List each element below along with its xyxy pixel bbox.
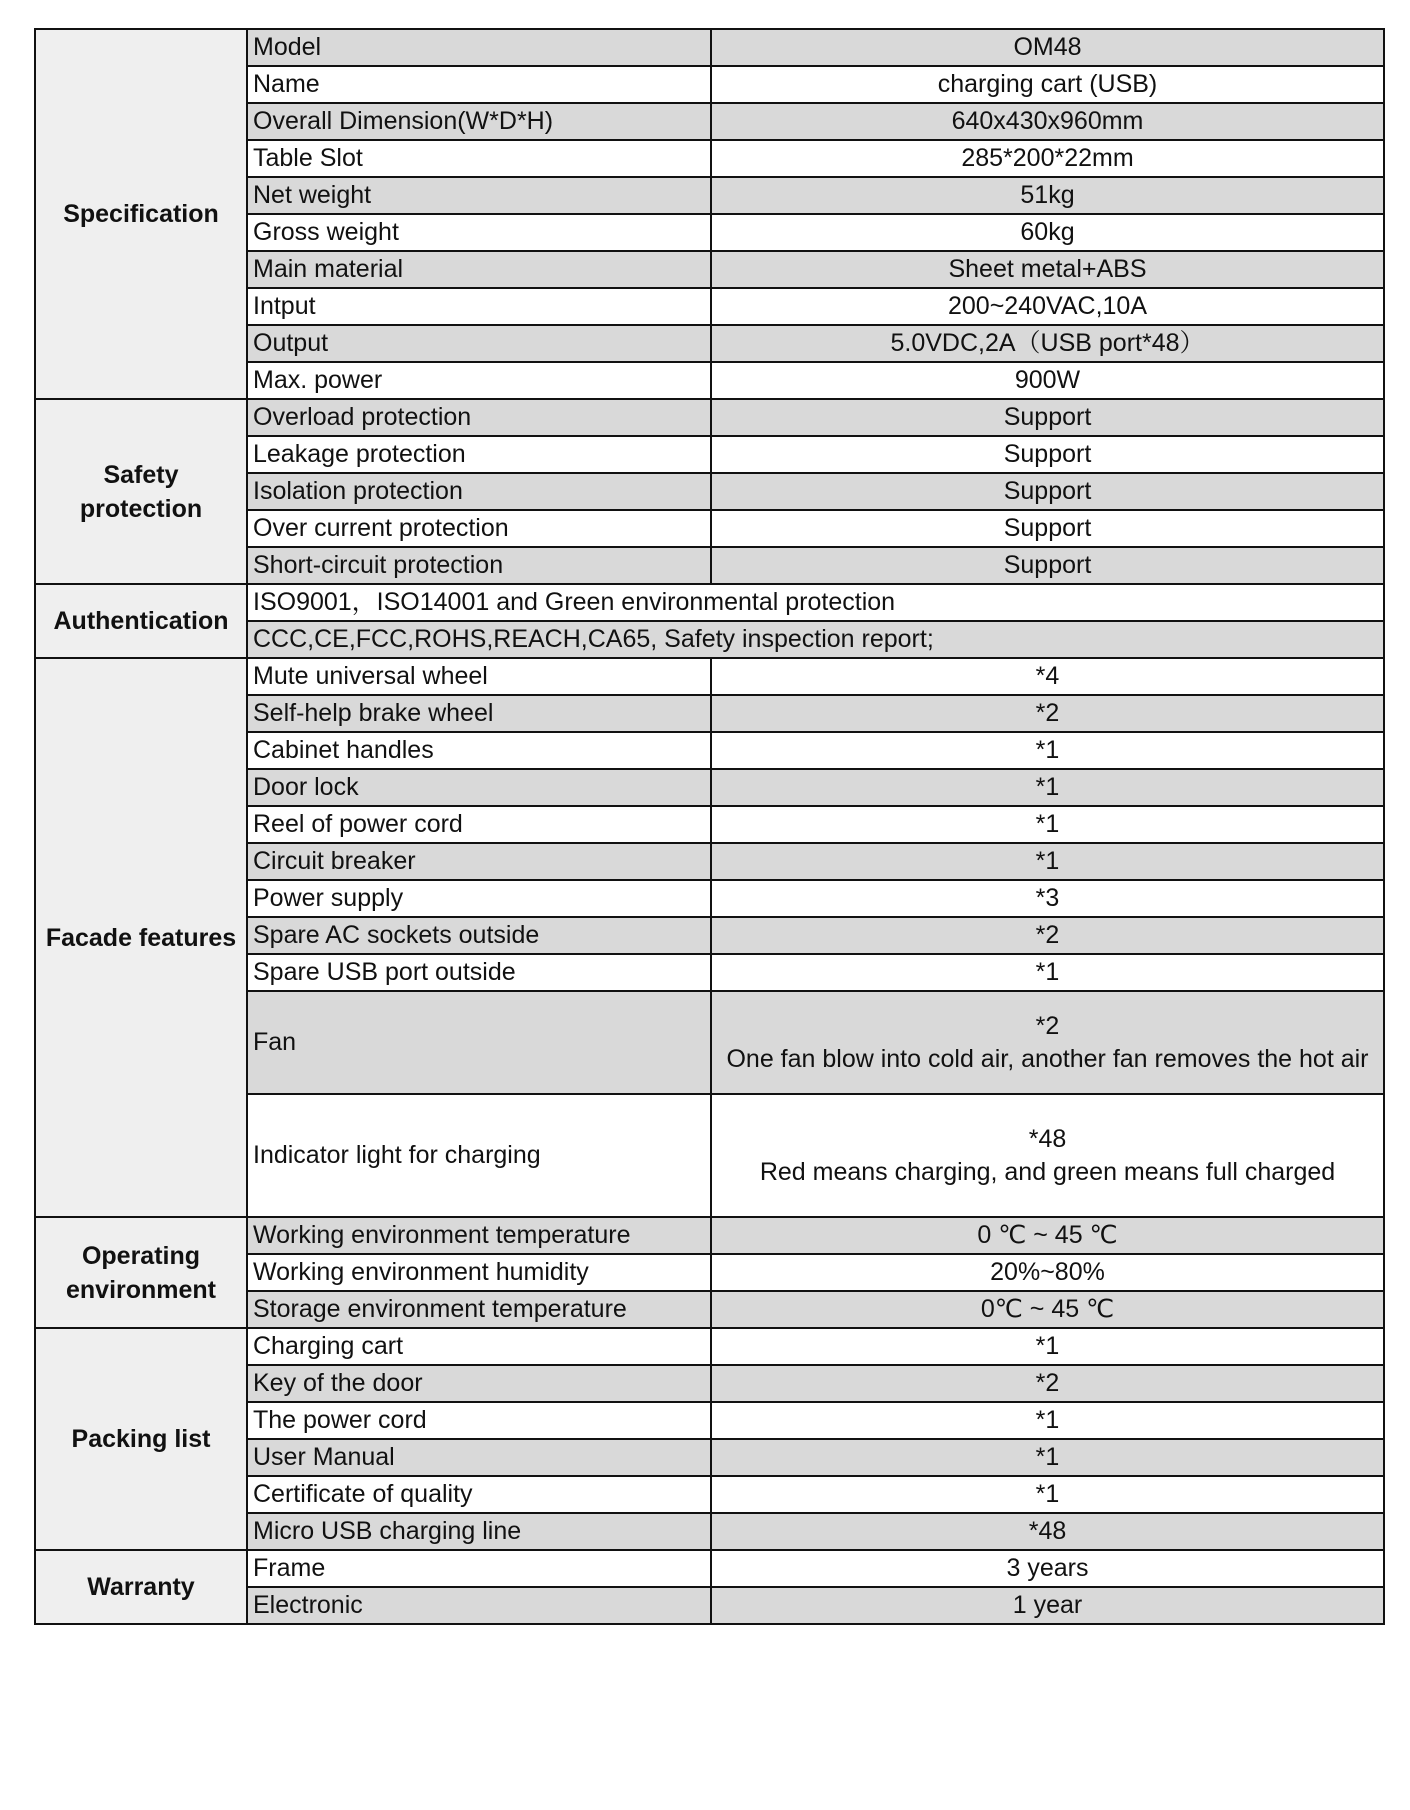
row-value: *1 (711, 1328, 1384, 1365)
row-label: Isolation protection (247, 473, 711, 510)
row-value: *1 (711, 732, 1384, 769)
row-label: Working environment temperature (247, 1217, 711, 1254)
spec-table (34, 28, 1385, 1625)
row-value: 1 year (711, 1587, 1384, 1624)
row-value: 51kg (711, 177, 1384, 214)
row-value: Support (711, 473, 1384, 510)
row-label: Intput (247, 288, 711, 325)
row-value: *1 (711, 1439, 1384, 1476)
row-note: Red means charging, and green means full charged (759, 1157, 1336, 1186)
row-value-cell (711, 991, 1384, 1094)
table-row (35, 1328, 1384, 1365)
table-row (35, 399, 1384, 436)
row-label: Net weight (247, 177, 711, 214)
row-value: Sheet metal+ABS (711, 251, 1384, 288)
section-title: Operating environment (35, 1217, 247, 1328)
row-label: User Manual (247, 1439, 711, 1476)
row-label: Door lock (247, 769, 711, 806)
section-title: Safety protection (35, 399, 247, 584)
table-row (35, 584, 1384, 621)
row-label: Main material (247, 251, 711, 288)
row-label: Cabinet handles (247, 732, 711, 769)
row-value: *2 (711, 695, 1384, 732)
row-value: charging cart (USB) (711, 66, 1384, 103)
row-value: *2 (711, 917, 1384, 954)
row-value: 0 ℃ ~ 45 ℃ (711, 1217, 1384, 1254)
row-label: Max. power (247, 362, 711, 399)
row-value: Support (711, 547, 1384, 584)
row-label: Self-help brake wheel (247, 695, 711, 732)
row-value: *2 (1035, 1011, 1060, 1040)
row-text: ISO9001，ISO14001 and Green environmental protection (247, 584, 1384, 621)
section-title: Specification (35, 29, 247, 399)
row-value: 900W (711, 362, 1384, 399)
section-title: Authentication (35, 584, 247, 658)
row-value: *48 (711, 1513, 1384, 1550)
row-label: Key of the door (247, 1365, 711, 1402)
row-value: 3 years (711, 1550, 1384, 1587)
row-value: Support (711, 510, 1384, 547)
row-label: Electronic (247, 1587, 711, 1624)
table-row (35, 658, 1384, 695)
row-value: 640x430x960mm (711, 103, 1384, 140)
table-row (35, 1550, 1384, 1587)
row-label: Model (247, 29, 711, 66)
row-value: *1 (711, 806, 1384, 843)
row-label: Mute universal wheel (247, 658, 711, 695)
row-label: Over current protection (247, 510, 711, 547)
row-label: Frame (247, 1550, 711, 1587)
row-label: Name (247, 66, 711, 103)
row-value: *3 (711, 880, 1384, 917)
row-value: 60kg (711, 214, 1384, 251)
row-label: Overall Dimension(W*D*H) (247, 103, 711, 140)
row-value: *1 (711, 954, 1384, 991)
row-value: OM48 (711, 29, 1384, 66)
row-label: Table Slot (247, 140, 711, 177)
section-title: Warranty (35, 1550, 247, 1624)
row-note: One fan blow into cold air, another fan removes the hot air (726, 1044, 1369, 1073)
row-label: Leakage protection (247, 436, 711, 473)
row-label: Short-circuit protection (247, 547, 711, 584)
row-label: Micro USB charging line (247, 1513, 711, 1550)
row-label: Storage environment temperature (247, 1291, 711, 1328)
row-label: Circuit breaker (247, 843, 711, 880)
row-value: *48 (1028, 1124, 1067, 1153)
row-label: The power cord (247, 1402, 711, 1439)
row-label: Certificate of quality (247, 1476, 711, 1513)
row-text: CCC,CE,FCC,ROHS,REACH,CA65, Safety inspection report; (247, 621, 1384, 658)
row-label: Reel of power cord (247, 806, 711, 843)
row-label: Indicator light for charging (247, 1094, 711, 1217)
row-value: 20%~80% (711, 1254, 1384, 1291)
row-value: *1 (711, 843, 1384, 880)
row-value: 285*200*22mm (711, 140, 1384, 177)
table-row (35, 1217, 1384, 1254)
row-label: Gross weight (247, 214, 711, 251)
row-value: *2 (711, 1365, 1384, 1402)
row-label: Overload protection (247, 399, 711, 436)
section-title: Facade features (35, 658, 247, 1217)
row-value: 0℃ ~ 45 ℃ (711, 1291, 1384, 1328)
row-label: Working environment humidity (247, 1254, 711, 1291)
row-value: 200~240VAC,10A (711, 288, 1384, 325)
row-label: Power supply (247, 880, 711, 917)
row-value: *1 (711, 769, 1384, 806)
row-value: *4 (711, 658, 1384, 695)
section-title: Packing list (35, 1328, 247, 1550)
row-label: Output (247, 325, 711, 362)
row-value: *1 (711, 1476, 1384, 1513)
row-value: Support (711, 436, 1384, 473)
row-value-cell (711, 1094, 1384, 1217)
table-row (35, 29, 1384, 66)
row-label: Fan (247, 991, 711, 1094)
row-value: Support (711, 399, 1384, 436)
row-label: Spare AC sockets outside (247, 917, 711, 954)
row-label: Spare USB port outside (247, 954, 711, 991)
row-value: 5.0VDC,2A（USB port*48） (711, 325, 1384, 362)
row-label: Charging cart (247, 1328, 711, 1365)
row-value: *1 (711, 1402, 1384, 1439)
